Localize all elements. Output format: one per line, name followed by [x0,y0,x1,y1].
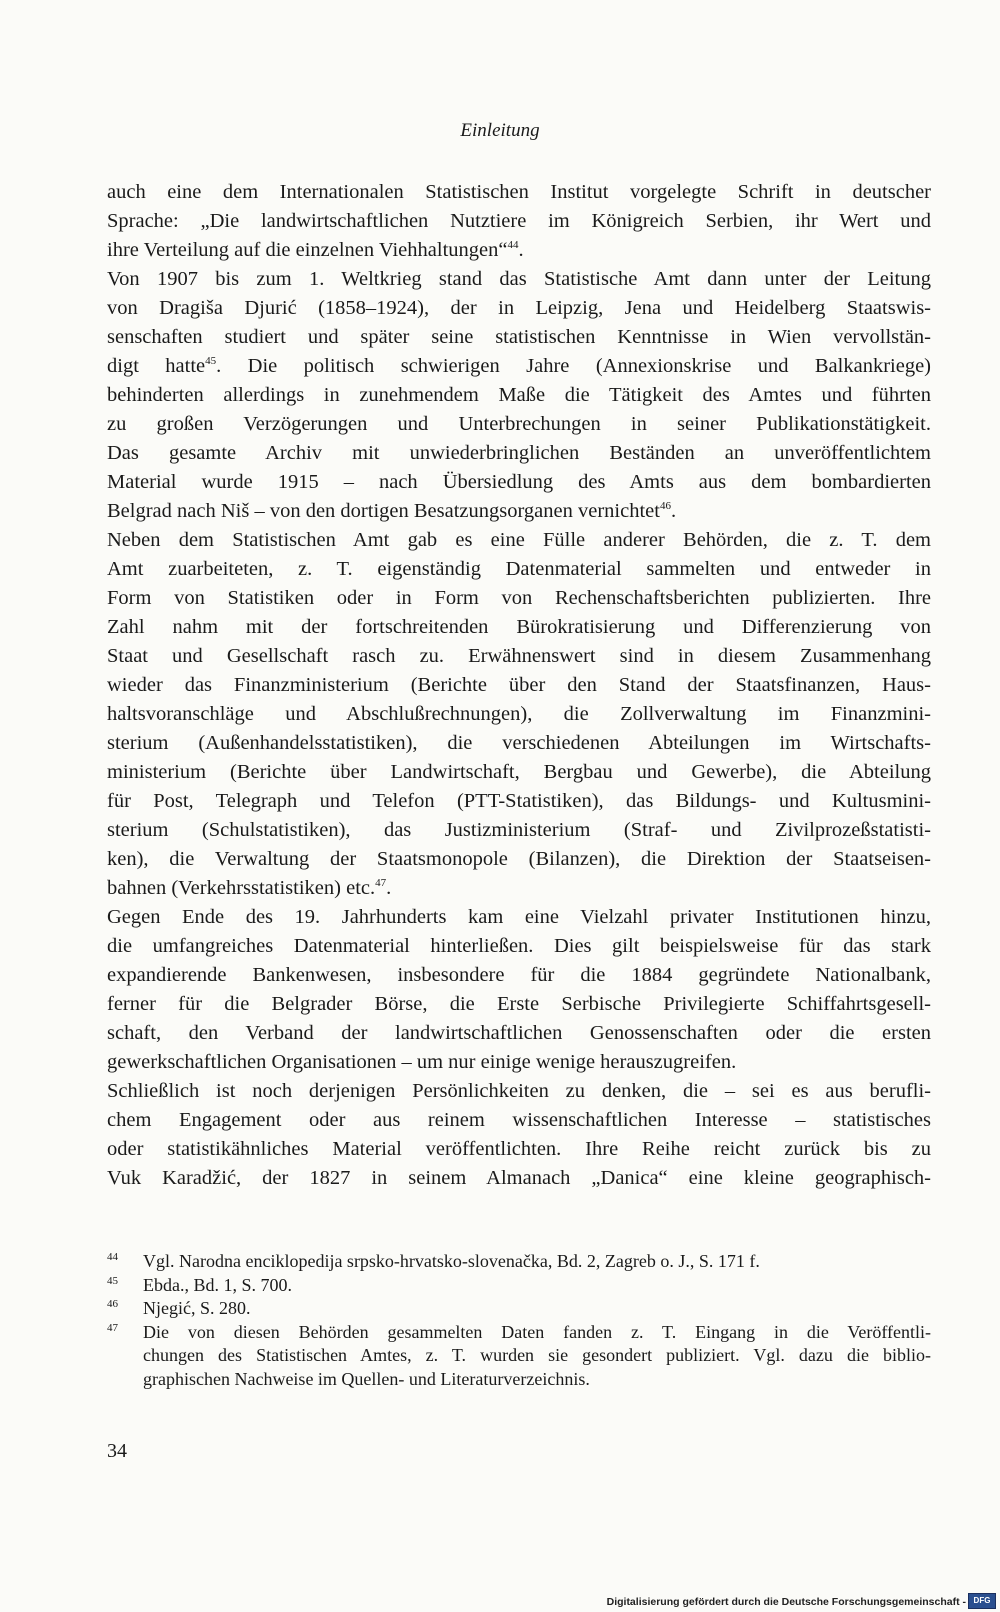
text-run: Gegen Ende des 19. Jahrhunderts kam eine Vielzahl privater Institutionen hinzu, [107,906,931,928]
running-head: Einleitung [460,120,540,141]
text-line [107,845,931,874]
page-number: 34 [107,1440,127,1462]
text-line [107,932,931,961]
text-run: Von 1907 bis zum 1. Weltkrieg stand das Statistische Amt dann unter der Leitung [107,268,931,290]
text-run: senschaften studiert und später seine statistischen Kenntnisse in Wien vervollstän- [107,326,931,348]
footnote-number: 44 [107,1251,118,1263]
text-run: Njegić, S. 280. [143,1298,251,1318]
footnote-line [143,1368,931,1392]
footnote-line [143,1321,931,1345]
text-line [107,1077,931,1106]
text-run: für Post, Telegraph und Telefon (PTT-Statistiken), das Bildungs- und Kultusmini- [107,790,931,812]
text-line [107,265,931,294]
text-line [107,961,931,990]
text-run: die umfangreiches Datenmaterial hinterließen. Dies gilt beispielsweise für das stark [107,935,931,957]
text-line [107,700,931,729]
text-run: . [518,239,524,261]
text-run: Das gesamte Archiv mit unwiederbringlichen Beständen an unveröffentlichtem [107,442,931,464]
text-run: sterium (Außenhandelsstatistiken), die verschiedenen Abteilungen im Wirtschafts- [107,732,931,754]
text-run: Neben dem Statistischen Amt gab es eine Fülle anderer Behörden, die z. T. dem [107,529,931,551]
footnote [107,1321,931,1392]
footnote-line [143,1250,931,1274]
text-line [107,1164,931,1193]
text-line [107,1019,931,1048]
text-line [107,613,931,642]
text-line [107,439,931,468]
text-run: sterium (Schulstatistiken), das Justizministerium (Straf- und Zivilprozeßstatisti- [107,819,931,841]
text-line [107,758,931,787]
text-line [107,584,931,613]
text-line [107,323,931,352]
text-run: ferner für die Belgrader Börse, die Erste Serbische Privilegierte Schiffahrtsgesell- [107,993,931,1015]
text-line [107,497,931,526]
text-line [107,1106,931,1135]
text-line [107,526,931,555]
text-run: von Dragiša Djurić (1858–1924), der in Leipzig, Jena und Heidelberg Staatswis- [107,297,931,319]
text-run: Sprache: „Die landwirtschaftlichen Nutztiere im Königreich Serbien, ihr Wert und [107,210,931,232]
text-run: Material wurde 1915 – nach Übersiedlung des Amts aus dem bombardierten [107,471,931,493]
text-run: wieder das Finanzministerium (Berichte über den Stand der Staatsfinanzen, Haus- [107,674,931,696]
footnote-reference[interactable]: 46 [659,500,671,512]
text-run: ministerium (Berichte über Landwirtschaft, Bergbau und Gewerbe), die Abteilung [107,761,931,783]
text-line [107,816,931,845]
text-line [107,1048,931,1077]
dfg-logo: DFG [968,1593,996,1609]
text-run: bahnen (Verkehrsstatistiken) etc. [107,877,376,899]
text-run: . [670,500,677,522]
footnote-number: 46 [107,1298,118,1310]
text-line [107,207,931,236]
text-line [107,410,931,439]
footnote [107,1250,931,1274]
text-run: Zahl nahm mit der fortschreitenden Bürokratisierung und Differenzierung von [107,616,931,638]
text-line [107,178,931,207]
text-run: auch eine dem Internationalen Statistischen Institut vorgelegte Schrift in deutscher [107,181,931,203]
text-line [107,990,931,1019]
text-line [107,787,931,816]
text-run: Belgrad nach Niš – von den dortigen Besatzungsorganen vernichtet [107,500,660,522]
body-text [107,178,931,1193]
footnote-line [143,1344,931,1368]
footnotes [107,1250,931,1391]
text-run: zu großen Verzögerungen und Unterbrechungen in seiner Publikationstätigkeit. [107,413,931,435]
text-run: Amt zuarbeiteten, z. T. eigenständig Datenmaterial sammelten und entweder in [107,558,931,580]
text-run: chem Engagement oder aus reinem wissenschaftlichen Interesse – statistisches [107,1109,931,1131]
text-run: Schließlich ist noch derjenigen Persönlichkeiten zu denken, die – sei es aus berufli- [107,1080,931,1102]
text-run: graphischen Nachweise im Quellen- und Literaturverzeichnis. [143,1368,590,1389]
text-run: oder statistikähnliches Material veröffentlichten. Ihre Reihe reicht zurück bis zu [107,1138,931,1160]
text-run: Form von Statistiken oder in Form von Rechenschaftsberichten publizierten. Ihre [107,587,931,609]
footnote-line [143,1297,931,1321]
text-line [107,671,931,700]
footnote-reference[interactable]: 47 [375,877,387,889]
text-line [107,729,931,758]
footnote-reference[interactable]: 45 [205,355,217,367]
text-run: gewerkschaftlichen Organisationen – um nur einige wenige herauszugreifen. [107,1051,737,1073]
text-run: haltsvoranschläge und Abschlußrechnungen), die Zollverwaltung im Finanzmini- [107,703,931,725]
text-run: ken), die Verwaltung der Staatsmonopole (Bilanzen), die Direktion der Staatseisen- [107,848,931,870]
text-run: behinderten allerdings in zunehmendem Maße die Tätigkeit des Amtes und führten [107,384,931,406]
footnote-reference[interactable]: 44 [507,239,519,251]
footnote-line [143,1274,931,1298]
text-run: . [386,877,392,899]
footnote [107,1274,931,1298]
footnote [107,1297,931,1321]
text-run: schaft, den Verband der landwirtschaftlichen Genossenschaften oder die ersten [107,1022,931,1044]
footnote-number: 45 [107,1274,118,1287]
text-run: Vgl. Narodna enciklopedija srpsko-hrvatsko-slovenačka, Bd. 2, Zagreb o. J., S. 171 f. [143,1251,760,1271]
text-line [107,352,931,381]
text-line [107,294,931,323]
text-run: chungen des Statistischen Amtes, z. T. wurden sie gesondert publiziert. Vgl. dazu die biblio- [143,1345,931,1365]
text-line [107,874,931,903]
text-line [107,381,931,410]
text-run: Staat und Gesellschaft rasch zu. Erwähnenswert sind in diesem Zusammenhang [107,645,931,667]
text-line [107,1135,931,1164]
text-run: digt hatte [107,355,206,377]
text-run: . Die politisch schwierigen Jahre (Annexionskrise und Balkankriege) [216,355,931,377]
text-line [107,236,931,265]
text-run: expandierende Bankenwesen, insbesondere für die 1884 gegründete Nationalbank, [107,964,931,986]
text-line [107,555,931,584]
text-run: Ebda., Bd. 1, S. 700. [143,1274,293,1295]
footnote-number: 47 [107,1321,118,1334]
text-run: ihre Verteilung auf die einzelnen Viehhaltungen“ [107,239,508,261]
text-run: Vuk Karadžić, der 1827 in seinem Almanach „Danica“ eine kleine geographisch- [107,1167,931,1189]
text-line [107,642,931,671]
text-line [107,903,931,932]
text-line [107,468,931,497]
text-run: Die von diesen Behörden gesammelten Daten fanden z. T. Eingang in die Veröffentli- [143,1321,931,1342]
footer-credit: Digitalisierung gefördert durch die Deutsche Forschungsgemeinschaft - [606,1596,966,1608]
